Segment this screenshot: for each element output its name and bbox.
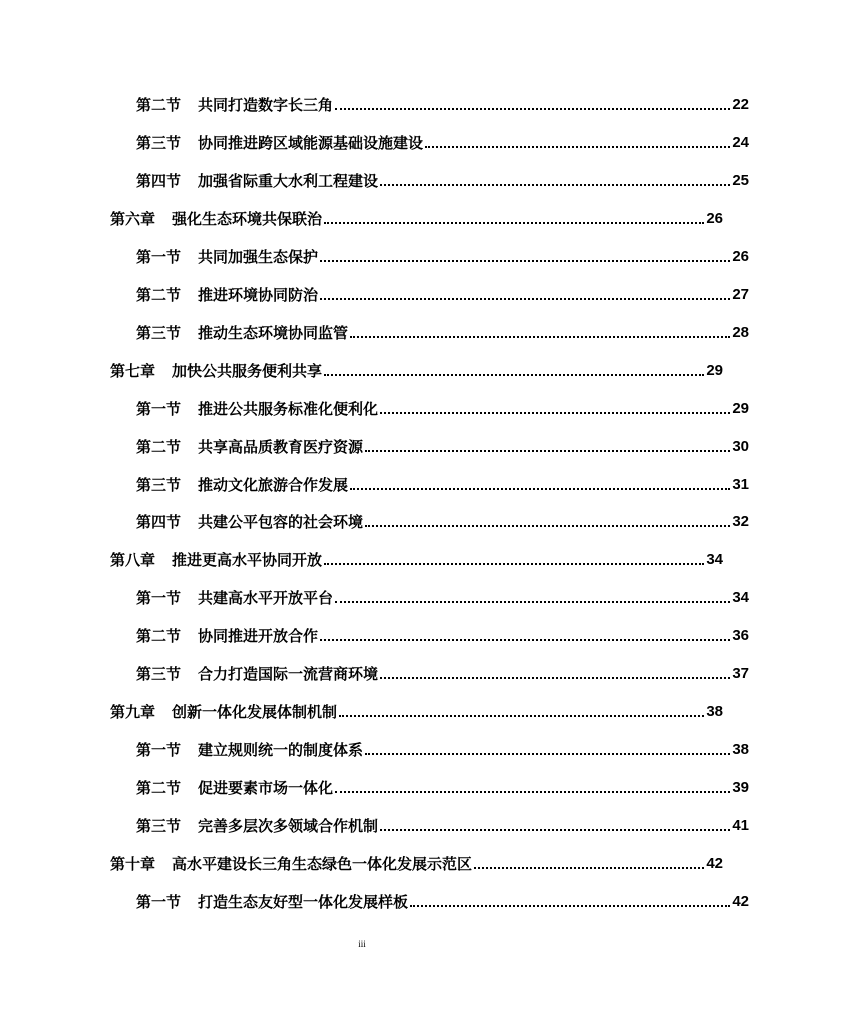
toc-entry-title: 共建公平包容的社会环境	[198, 513, 364, 532]
toc-dot-leader	[425, 146, 730, 148]
toc-entry-label: 第一节	[136, 892, 182, 911]
toc-entry-label: 第一节	[136, 589, 182, 608]
toc-entry-title: 共享高品质教育医疗资源	[198, 437, 364, 456]
toc-dot-leader	[365, 753, 730, 755]
toc-dot-leader	[335, 791, 730, 793]
toc-section-entry[interactable]	[0, 241, 860, 267]
toc-entry-label: 第二节	[136, 285, 182, 304]
toc-section-entry[interactable]	[0, 658, 860, 684]
toc-entry-label: 第二节	[136, 627, 182, 646]
toc-entry-title: 推动文化旅游合作发展	[198, 475, 349, 494]
toc-entry-label: 第三节	[136, 133, 182, 152]
toc-entry-title: 强化生态环境共保联治	[172, 209, 323, 228]
toc-entry-label: 第四节	[136, 513, 182, 532]
toc-dot-leader	[365, 450, 730, 452]
toc-entry-page-number: 25	[732, 171, 749, 189]
toc-section-entry[interactable]	[0, 165, 860, 191]
toc-section-entry[interactable]	[0, 89, 860, 115]
toc-dot-leader	[365, 525, 730, 527]
toc-section-entry[interactable]	[0, 772, 860, 798]
page-number-footer: iii	[358, 939, 366, 949]
toc-entry-page-number: 29	[706, 361, 723, 379]
toc-entry-title: 创新一体化发展体制机制	[172, 703, 338, 722]
toc-dot-leader	[350, 336, 730, 338]
toc-entry-title: 共同打造数字长三角	[198, 96, 334, 114]
toc-dot-leader	[380, 829, 730, 831]
toc-dot-leader	[380, 412, 730, 414]
toc-dot-leader	[324, 222, 704, 224]
toc-entry-title: 推动生态环境协同监管	[198, 323, 349, 342]
toc-section-entry[interactable]	[0, 734, 860, 760]
toc-dot-leader	[339, 715, 704, 717]
toc-entry-page-number: 39	[732, 779, 749, 797]
toc-entry-page-number: 42	[732, 892, 749, 910]
toc-entry-page-number: 36	[732, 627, 749, 645]
toc-entry-title: 推进公共服务标准化便利化	[198, 399, 379, 418]
toc-entry-title: 高水平建设长三角生态绿色一体化发展示范区	[172, 855, 473, 873]
toc-section-entry[interactable]	[0, 582, 860, 608]
toc-entry-page-number: 31	[732, 475, 749, 493]
toc-chapter-entry[interactable]	[0, 696, 834, 722]
toc-entry-page-number: 26	[732, 247, 749, 265]
toc-entry-page-number: 37	[732, 665, 749, 683]
toc-entry-page-number: 38	[706, 703, 723, 721]
toc-section-entry[interactable]	[0, 506, 860, 532]
toc-entry-title: 建立规则统一的制度体系	[198, 741, 364, 760]
toc-entry-page-number: 22	[732, 96, 749, 113]
toc-entry-label: 第一节	[136, 399, 182, 418]
toc-entry-page-number: 41	[732, 817, 749, 835]
toc-chapter-entry[interactable]	[0, 355, 834, 381]
toc-dot-leader	[380, 184, 730, 186]
toc-section-entry[interactable]	[0, 393, 860, 419]
toc-section-entry[interactable]	[0, 127, 860, 153]
toc-dot-leader	[335, 108, 730, 110]
toc-entry-title: 共建高水平开放平台	[198, 589, 334, 608]
toc-entry-label: 第八章	[110, 551, 156, 570]
toc-entry-page-number: 27	[732, 285, 749, 303]
toc-chapter-entry[interactable]	[0, 848, 834, 874]
toc-entry-title: 促进要素市场一体化	[198, 779, 334, 798]
toc-entry-page-number: 26	[706, 209, 723, 227]
toc-entry-label: 第一节	[136, 247, 182, 266]
toc-entry-label: 第七章	[110, 361, 156, 380]
toc-entry-page-number: 34	[732, 589, 749, 607]
toc-entry-label: 第二节	[136, 437, 182, 456]
toc-dot-leader	[320, 639, 730, 641]
toc-entry-label: 第三节	[136, 475, 182, 494]
toc-section-entry[interactable]	[0, 469, 860, 495]
toc-entry-label: 第二节	[136, 96, 182, 114]
toc-entry-title: 协同推进跨区域能源基础设施建设	[198, 133, 424, 152]
toc-entry-label: 第六章	[110, 209, 156, 228]
toc-entry-page-number: 42	[706, 855, 723, 872]
toc-entry-page-number: 28	[732, 323, 749, 341]
toc-entry-title: 共同加强生态保护	[198, 247, 319, 266]
toc-chapter-entry[interactable]	[0, 544, 834, 570]
toc-entry-label: 第二节	[136, 779, 182, 798]
toc-entry-title: 加快公共服务便利共享	[172, 361, 323, 380]
toc-entry-page-number: 32	[732, 513, 749, 531]
toc-entry-page-number: 29	[732, 399, 749, 417]
toc-dot-leader	[324, 563, 704, 565]
toc-dot-leader	[410, 905, 730, 907]
toc-dot-leader	[324, 374, 704, 376]
toc-entry-page-number: 38	[732, 741, 749, 759]
toc-entry-label: 第三节	[136, 817, 182, 836]
toc-dot-leader	[474, 867, 704, 869]
toc-section-entry[interactable]	[0, 620, 860, 646]
toc-dot-leader	[380, 677, 730, 679]
toc-entry-title: 打造生态友好型一体化发展样板	[198, 892, 409, 911]
toc-section-entry[interactable]	[0, 886, 860, 912]
toc-section-entry[interactable]	[0, 279, 860, 305]
toc-section-entry[interactable]	[0, 431, 860, 457]
toc-chapter-entry[interactable]	[0, 203, 834, 229]
toc-entry-label: 第三节	[136, 665, 182, 684]
toc-entry-title: 推进环境协同防治	[198, 285, 319, 304]
toc-entry-title: 协同推进开放合作	[198, 627, 319, 646]
toc-entry-label: 第四节	[136, 171, 182, 190]
toc-entry-title: 合力打造国际一流营商环境	[198, 665, 379, 684]
toc-dot-leader	[335, 601, 730, 603]
toc-dot-leader	[320, 260, 730, 262]
toc-entry-label: 第九章	[110, 703, 156, 722]
toc-entry-label: 第十章	[110, 855, 156, 873]
toc-entry-page-number: 24	[732, 133, 749, 151]
toc-section-entry[interactable]	[0, 810, 860, 836]
toc-entry-label: 第三节	[136, 323, 182, 342]
toc-entry-title: 加强省际重大水利工程建设	[198, 171, 379, 190]
toc-entry-title: 推进更高水平协同开放	[172, 551, 323, 570]
toc-entry-label: 第一节	[136, 741, 182, 760]
toc-section-entry[interactable]	[0, 317, 860, 343]
toc-dot-leader	[320, 298, 730, 300]
toc-entry-page-number: 30	[732, 437, 749, 455]
toc-entry-page-number: 34	[706, 551, 723, 569]
toc-entry-title: 完善多层次多领域合作机制	[198, 817, 379, 836]
toc-dot-leader	[350, 488, 730, 490]
